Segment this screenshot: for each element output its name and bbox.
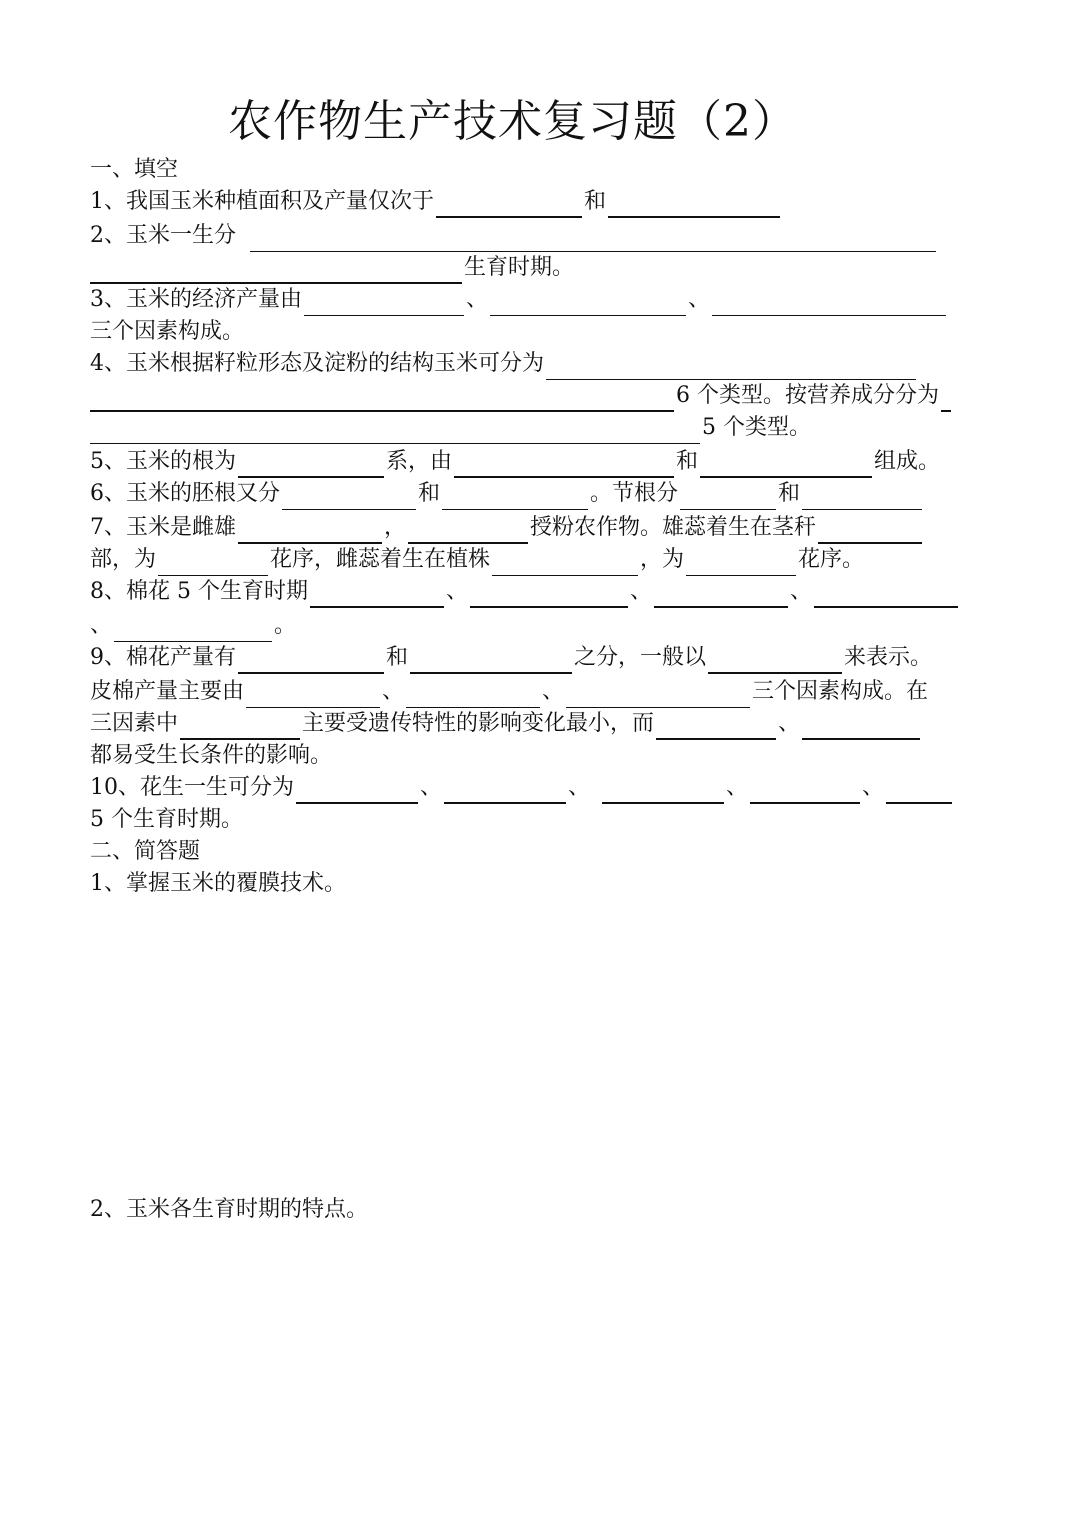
separator: 、 bbox=[466, 287, 489, 312]
question-1-text: 1、我国玉米种植面积及产量仅次于 bbox=[90, 189, 434, 214]
answer-blank[interactable] bbox=[818, 518, 922, 544]
question-9-part: 之分，一般以 bbox=[574, 645, 707, 670]
separator: 、 bbox=[726, 775, 749, 800]
question-9-part: 来表示。 bbox=[844, 645, 933, 670]
answer-blank[interactable] bbox=[750, 778, 860, 804]
separator: 、 bbox=[688, 287, 711, 312]
answer-blank[interactable] bbox=[250, 227, 936, 252]
question-7-part: 花序。 bbox=[798, 547, 865, 572]
question-5 bbox=[90, 446, 940, 478]
answer-blank[interactable] bbox=[470, 582, 628, 608]
question-5-part: 系，由 bbox=[386, 449, 453, 474]
answer-blank[interactable] bbox=[680, 485, 776, 510]
answer-blank[interactable] bbox=[444, 778, 566, 804]
question-4-cont bbox=[90, 380, 953, 412]
separator: 、 bbox=[90, 613, 113, 638]
section-heading-fill-in: 一、填空 bbox=[90, 157, 179, 182]
question-6-text: 6、玉米的胚根又分 bbox=[90, 481, 280, 506]
question-1-and: 和 bbox=[584, 189, 607, 214]
answer-blank[interactable] bbox=[814, 582, 958, 608]
question-4-mid: 6 个类型。按营养成分分为 bbox=[676, 383, 939, 408]
separator: 、 bbox=[862, 775, 885, 800]
question-9-tail: 都易受生长条件的影响。 bbox=[90, 743, 333, 768]
separator: 、 bbox=[542, 679, 565, 704]
question-3 bbox=[90, 284, 948, 316]
question-9-cont bbox=[90, 676, 928, 708]
answer-blank[interactable] bbox=[602, 778, 724, 804]
question-9 bbox=[90, 642, 932, 674]
question-7-part: ， bbox=[384, 515, 407, 540]
answer-blank[interactable] bbox=[304, 291, 464, 316]
question-2 bbox=[90, 220, 938, 252]
question-6 bbox=[90, 478, 924, 510]
answer-blank[interactable] bbox=[90, 386, 674, 412]
question-7-part: 花序，雌蕊着生在植株 bbox=[270, 547, 491, 572]
question-8-cont bbox=[90, 610, 296, 642]
answer-blank[interactable] bbox=[700, 452, 872, 478]
question-4-text: 4、玉米根据籽粒形态及淀粉的结构玉米可分为 bbox=[90, 351, 544, 376]
answer-blank[interactable] bbox=[454, 452, 674, 478]
separator: 、 bbox=[568, 775, 591, 800]
answer-blank[interactable] bbox=[238, 452, 384, 478]
question-9-part: 皮棉产量主要由 bbox=[90, 679, 245, 704]
answer-blank[interactable] bbox=[282, 485, 416, 510]
question-3-text: 3、玉米的经济产量由 bbox=[90, 287, 302, 312]
answer-blank[interactable] bbox=[158, 551, 268, 576]
question-8-end: 。 bbox=[274, 613, 297, 638]
question-7-text: 7、玉米是雌雄 bbox=[90, 515, 236, 540]
question-8-text: 8、棉花 5 个生育时期 bbox=[90, 579, 308, 604]
question-5-part: 和 bbox=[676, 449, 699, 474]
separator: 、 bbox=[420, 775, 443, 800]
answer-blank[interactable] bbox=[90, 419, 700, 444]
question-1 bbox=[90, 186, 782, 218]
answer-blank[interactable] bbox=[712, 291, 946, 316]
answer-blank[interactable] bbox=[546, 355, 916, 380]
short-answer-1: 1、掌握玉米的覆膜技术。 bbox=[90, 871, 346, 896]
question-5-part: 组成。 bbox=[874, 449, 941, 474]
question-2-cont bbox=[90, 252, 574, 284]
question-9-text: 9、棉花产量有 bbox=[90, 645, 236, 670]
question-4-tail: 5 个类型。 bbox=[702, 415, 811, 440]
answer-blank[interactable] bbox=[296, 778, 418, 804]
question-9-cont-2 bbox=[90, 708, 922, 740]
answer-blank[interactable] bbox=[90, 258, 462, 284]
separator: 、 bbox=[445, 579, 468, 604]
question-10-text: 10、花生一生可分为 bbox=[90, 775, 294, 800]
question-9-part: 三个因素构成。在 bbox=[752, 679, 929, 704]
question-4 bbox=[90, 348, 918, 380]
answer-blank[interactable] bbox=[180, 714, 300, 740]
question-7-cont bbox=[90, 544, 864, 576]
question-7-part: 部，为 bbox=[90, 547, 157, 572]
separator: 、 bbox=[778, 711, 801, 736]
answer-blank[interactable] bbox=[442, 485, 588, 510]
answer-blank[interactable] bbox=[886, 778, 952, 804]
question-9-part: 和 bbox=[386, 645, 409, 670]
question-10 bbox=[90, 772, 954, 804]
answer-blank[interactable] bbox=[310, 582, 444, 608]
answer-blank[interactable] bbox=[238, 648, 384, 674]
answer-blank[interactable] bbox=[238, 518, 382, 544]
question-2-text: 2、玉米一生分 bbox=[90, 223, 236, 248]
answer-blank[interactable] bbox=[492, 551, 638, 576]
question-7 bbox=[90, 512, 924, 544]
answer-blank[interactable] bbox=[708, 648, 842, 674]
question-3-tail: 三个因素构成。 bbox=[90, 319, 245, 344]
answer-blank[interactable] bbox=[802, 714, 920, 740]
question-6-part: 和 bbox=[418, 481, 441, 506]
answer-blank[interactable] bbox=[408, 518, 528, 544]
answer-blank[interactable] bbox=[802, 485, 922, 510]
question-6-part: 和 bbox=[778, 481, 801, 506]
answer-blank[interactable] bbox=[654, 582, 788, 608]
answer-blank[interactable] bbox=[410, 648, 572, 674]
question-7-part: ，为 bbox=[640, 547, 685, 572]
separator: 、 bbox=[382, 679, 405, 704]
question-4-cont-2 bbox=[90, 412, 811, 444]
answer-blank[interactable] bbox=[656, 714, 776, 740]
page-title: 农作物生产技术复习题（2） bbox=[228, 96, 797, 147]
answer-blank[interactable] bbox=[686, 551, 796, 576]
answer-blank[interactable] bbox=[490, 291, 686, 316]
short-answer-2: 2、玉米各生育时期的特点。 bbox=[90, 1197, 368, 1222]
answer-blank[interactable] bbox=[406, 683, 540, 708]
question-10-tail: 5 个生育时期。 bbox=[90, 807, 243, 832]
question-6-part: 。节根分 bbox=[590, 481, 679, 506]
answer-blank[interactable] bbox=[246, 683, 380, 708]
separator: 、 bbox=[790, 579, 813, 604]
question-7-part: 授粉农作物。雄蕊着生在茎秆 bbox=[530, 515, 817, 540]
question-5-text: 5、玉米的根为 bbox=[90, 449, 236, 474]
question-2-tail: 生育时期。 bbox=[464, 255, 575, 280]
answer-blank[interactable] bbox=[436, 192, 582, 218]
answer-blank[interactable] bbox=[114, 617, 272, 642]
answer-blank[interactable] bbox=[941, 386, 951, 412]
section-heading-short-answer: 二、简答题 bbox=[90, 839, 201, 864]
question-8 bbox=[90, 576, 960, 608]
answer-blank[interactable] bbox=[608, 192, 780, 218]
answer-blank[interactable] bbox=[566, 683, 750, 708]
question-9-part: 三因素中 bbox=[90, 711, 179, 736]
separator: 、 bbox=[630, 579, 653, 604]
question-9-part: 主要受遗传特性的影响变化最小，而 bbox=[302, 711, 655, 736]
